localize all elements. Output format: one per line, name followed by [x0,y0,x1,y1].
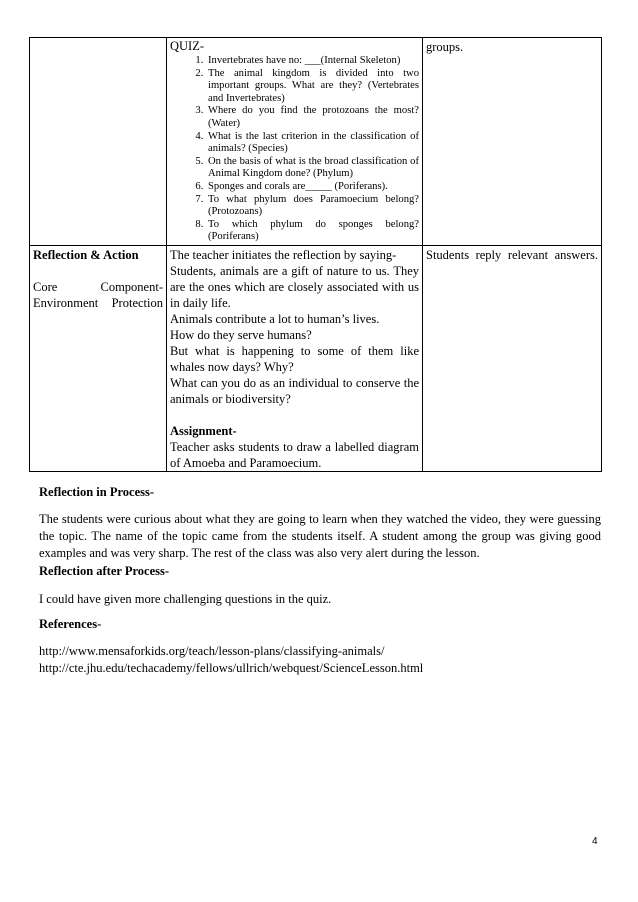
assignment-text: Teacher asks students to draw a labelled diagram of Amoeba and Paramoecium. [170,439,419,470]
quiz-item: 8. To which phylum do sponges belong? (Poriferans) [206,219,419,244]
quiz-item: 3. Where do you find the protozoans the most? (Water) [206,105,419,130]
quiz-item: 5. On the basis of what is the broad classification of Animal Kingdom done? (Phylum) [206,156,419,181]
quiz-item: 1. Invertebrates have no: ___(Internal Skeleton) [206,55,419,68]
reference-link[interactable]: http://www.mensaforkids.org/teach/lesson-plans/classifying-animals/ [39,644,385,658]
quiz-list [170,55,419,244]
reflection-line: But what is happening to some of them like whales now days? Why? [170,343,419,374]
reflection-line: What can you do as an individual to conserve the animals or biodiversity? [170,375,419,406]
references-heading: References- [39,617,102,631]
quiz-title: QUIZ- [170,39,205,53]
reflection-line: Animals contribute a lot to human’s lives. [170,311,380,326]
references-list [39,643,601,677]
reflection-response-text: Students reply relevant answers. [426,247,598,262]
quiz-response-text: groups. [426,40,464,54]
quiz-cell [167,38,423,246]
reflection-in-process-heading: Reflection in Process- [39,485,155,499]
reflection-stage-title: Reflection & Action [33,247,139,262]
assignment-title: Assignment- [170,423,237,438]
reference-link[interactable]: http://cte.jhu.edu/techacademy/fellows/ullrich/webquest/ScienceLesson.html [39,661,424,675]
reflection-response-cell [423,245,602,471]
reflection-line: The teacher initiates the reflection by saying- [170,247,397,262]
core-component-label: Core Component- Environment Protection [33,279,163,310]
lesson-plan-table [29,37,602,472]
quiz-item: 4. What is the last criterion in the classification of animals? (Species) [206,131,419,156]
quiz-item: 2. The animal kingdom is divided into two important groups. What are they? (Vertebrates and Invertebrates) [206,68,419,106]
reflection-teacher-cell [167,245,423,471]
table-row-quiz [30,38,602,246]
reflection-after-process-text: I could have given more challenging questions in the quiz. [39,592,332,606]
page-number: 4 [592,836,598,847]
reflection-line: Students, animals are a gift of nature to us. They are the ones which are closely associated with us in daily life. [170,263,419,310]
reflection-stage-cell [30,245,167,471]
quiz-stage-cell [30,38,167,246]
table-row-reflection [30,245,602,471]
reflection-after-process-heading: Reflection after Process- [39,564,170,578]
quiz-response-cell [423,38,602,246]
quiz-item: 7. To what phylum does Paramoecium belong? (Protozoans) [206,194,419,219]
reflection-in-process-text: The students were curious about what they are going to learn when they watched the video, they were guessing the topic. The name of the topic came from the students itself. A student among the group was giving good examples and was very sharp. The rest of the class was also very alert during the lesson. [39,512,601,560]
reflection-line: How do they serve humans? [170,327,312,342]
quiz-item: 6. Sponges and corals are_____ (Poriferans). [206,181,419,194]
